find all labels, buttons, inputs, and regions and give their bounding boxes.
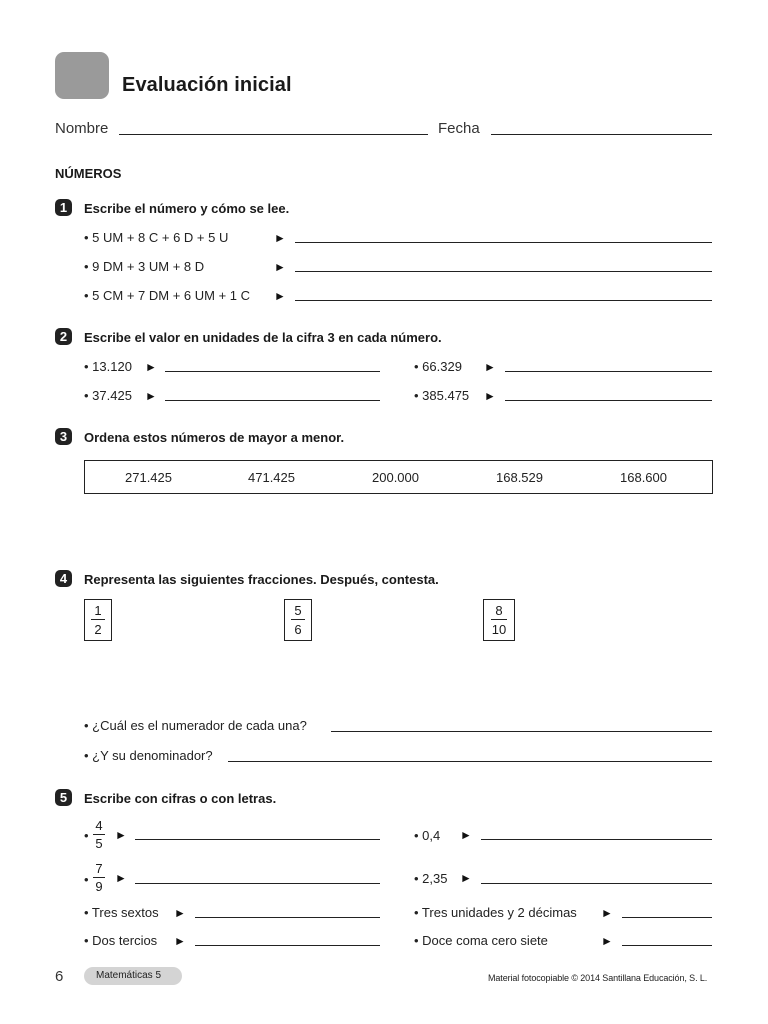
number-item: 168.529 [496,470,543,485]
arrow-icon: ► [174,934,186,948]
fraction-numerator: 1 [94,603,102,618]
q1-answer-1[interactable] [295,242,712,243]
book-label: Matemáticas 5 [84,967,182,985]
q1-item-1: • 5 UM + 8 C + 6 D + 5 U [84,230,229,245]
nombre-field[interactable] [119,134,428,135]
inline-fraction [92,818,106,851]
arrow-icon: ► [460,828,472,842]
arrow-icon: ► [115,871,127,885]
q2-answer-4[interactable] [505,400,712,401]
q2-item-1: • 13.120 [84,359,132,374]
number-item: 271.425 [125,470,172,485]
q5-right-item-4: • Doce coma cero siete [414,933,548,948]
question-4-text: Representa las siguientes fracciones. Después, contesta. [84,572,439,587]
question-1-badge: 1 [55,199,72,216]
arrow-icon: ► [145,389,157,403]
arrow-icon: ► [274,289,286,303]
q5-left-item-4: • Dos tercios [84,933,158,948]
fraction-numerator: 5 [294,603,302,618]
arrow-icon: ► [145,360,157,374]
arrow-icon: ► [115,828,127,842]
arrow-icon: ► [484,360,496,374]
q5-right-item-2: • 2,35 [414,871,448,886]
fraction-numerator: 7 [95,861,103,876]
arrow-icon: ► [601,934,613,948]
q2-item-2: • 66.329 [414,359,462,374]
q2-item-4: • 385.475 [414,388,470,403]
fraction-bar [93,834,105,835]
q5-answer-7[interactable] [195,945,380,946]
fraction-numerator: 4 [95,818,103,833]
fraction-box [84,599,112,641]
q4-answer-numerator[interactable] [331,731,712,732]
inline-fraction [92,861,106,894]
q5-left-item-3: • Tres sextos [84,905,159,920]
q2-answer-2[interactable] [505,371,712,372]
nombre-label: Nombre [55,120,109,137]
question-2-text: Escribe el valor en unidades de la cifra 3 en cada número. [84,330,442,345]
question-5-badge: 5 [55,789,72,806]
copyright-notice: Material fotocopiable © 2014 Santillana Educación, S. L. [488,973,708,983]
fraction-bar [491,619,507,620]
number-item: 200.000 [372,470,419,485]
q5-right-item-1: • 0,4 [414,828,441,843]
q5-answer-5[interactable] [195,917,380,918]
section-heading: NÚMEROS [55,166,122,181]
fraction-bar [291,619,305,620]
header-tab-decoration [55,52,109,99]
fraction-denominator: 5 [95,836,103,851]
question-2-badge: 2 [55,328,72,345]
fraction-denominator: 6 [294,622,302,637]
fraction-bar [93,877,105,878]
arrow-icon: ► [174,906,186,920]
fraction-box [483,599,515,641]
fraction-box [284,599,312,641]
q4-question-denominator: • ¿Y su denominador? [84,748,213,763]
fraction-denominator: 10 [491,622,507,637]
q5-answer-3[interactable] [135,883,380,884]
q2-answer-3[interactable] [165,400,380,401]
question-1-text: Escribe el número y cómo se lee. [84,201,290,216]
q1-item-2: • 9 DM + 3 UM + 8 D [84,259,205,274]
fraction-numerator: 8 [495,603,503,618]
q4-answer-denominator[interactable] [228,761,712,762]
arrow-icon: ► [601,906,613,920]
q1-answer-3[interactable] [295,300,712,301]
question-3-text: Ordena estos números de mayor a menor. [84,430,345,445]
arrow-icon: ► [460,871,472,885]
q5-answer-8[interactable] [622,945,712,946]
q5-answer-4[interactable] [481,883,712,884]
question-4-badge: 4 [55,570,72,587]
q1-answer-2[interactable] [295,271,712,272]
q4-question-numerator: • ¿Cuál es el numerador de cada una? [84,718,307,733]
question-5-text: Escribe con cifras o con letras. [84,791,277,806]
page-number: 6 [55,968,64,985]
number-item: 168.600 [620,470,667,485]
page-title: Evaluación inicial [122,74,292,96]
q5-right-item-3: • Tres unidades y 2 décimas [414,905,577,920]
fraction-denominator: 9 [95,879,103,894]
bullet: • [84,872,89,887]
q2-item-3: • 37.425 [84,388,132,403]
q2-answer-1[interactable] [165,371,380,372]
q5-answer-6[interactable] [622,917,712,918]
question-3-badge: 3 [55,428,72,445]
q1-item-3: • 5 CM + 7 DM + 6 UM + 1 C [84,288,251,303]
number-item: 471.425 [248,470,295,485]
fraction-denominator: 2 [94,622,102,637]
q5-answer-2[interactable] [481,839,712,840]
arrow-icon: ► [274,231,286,245]
numbers-box [84,460,713,494]
q5-answer-1[interactable] [135,839,380,840]
arrow-icon: ► [484,389,496,403]
fecha-label: Fecha [438,120,480,137]
bullet: • [84,828,89,843]
fraction-bar [91,619,105,620]
fecha-field[interactable] [491,134,712,135]
arrow-icon: ► [274,260,286,274]
